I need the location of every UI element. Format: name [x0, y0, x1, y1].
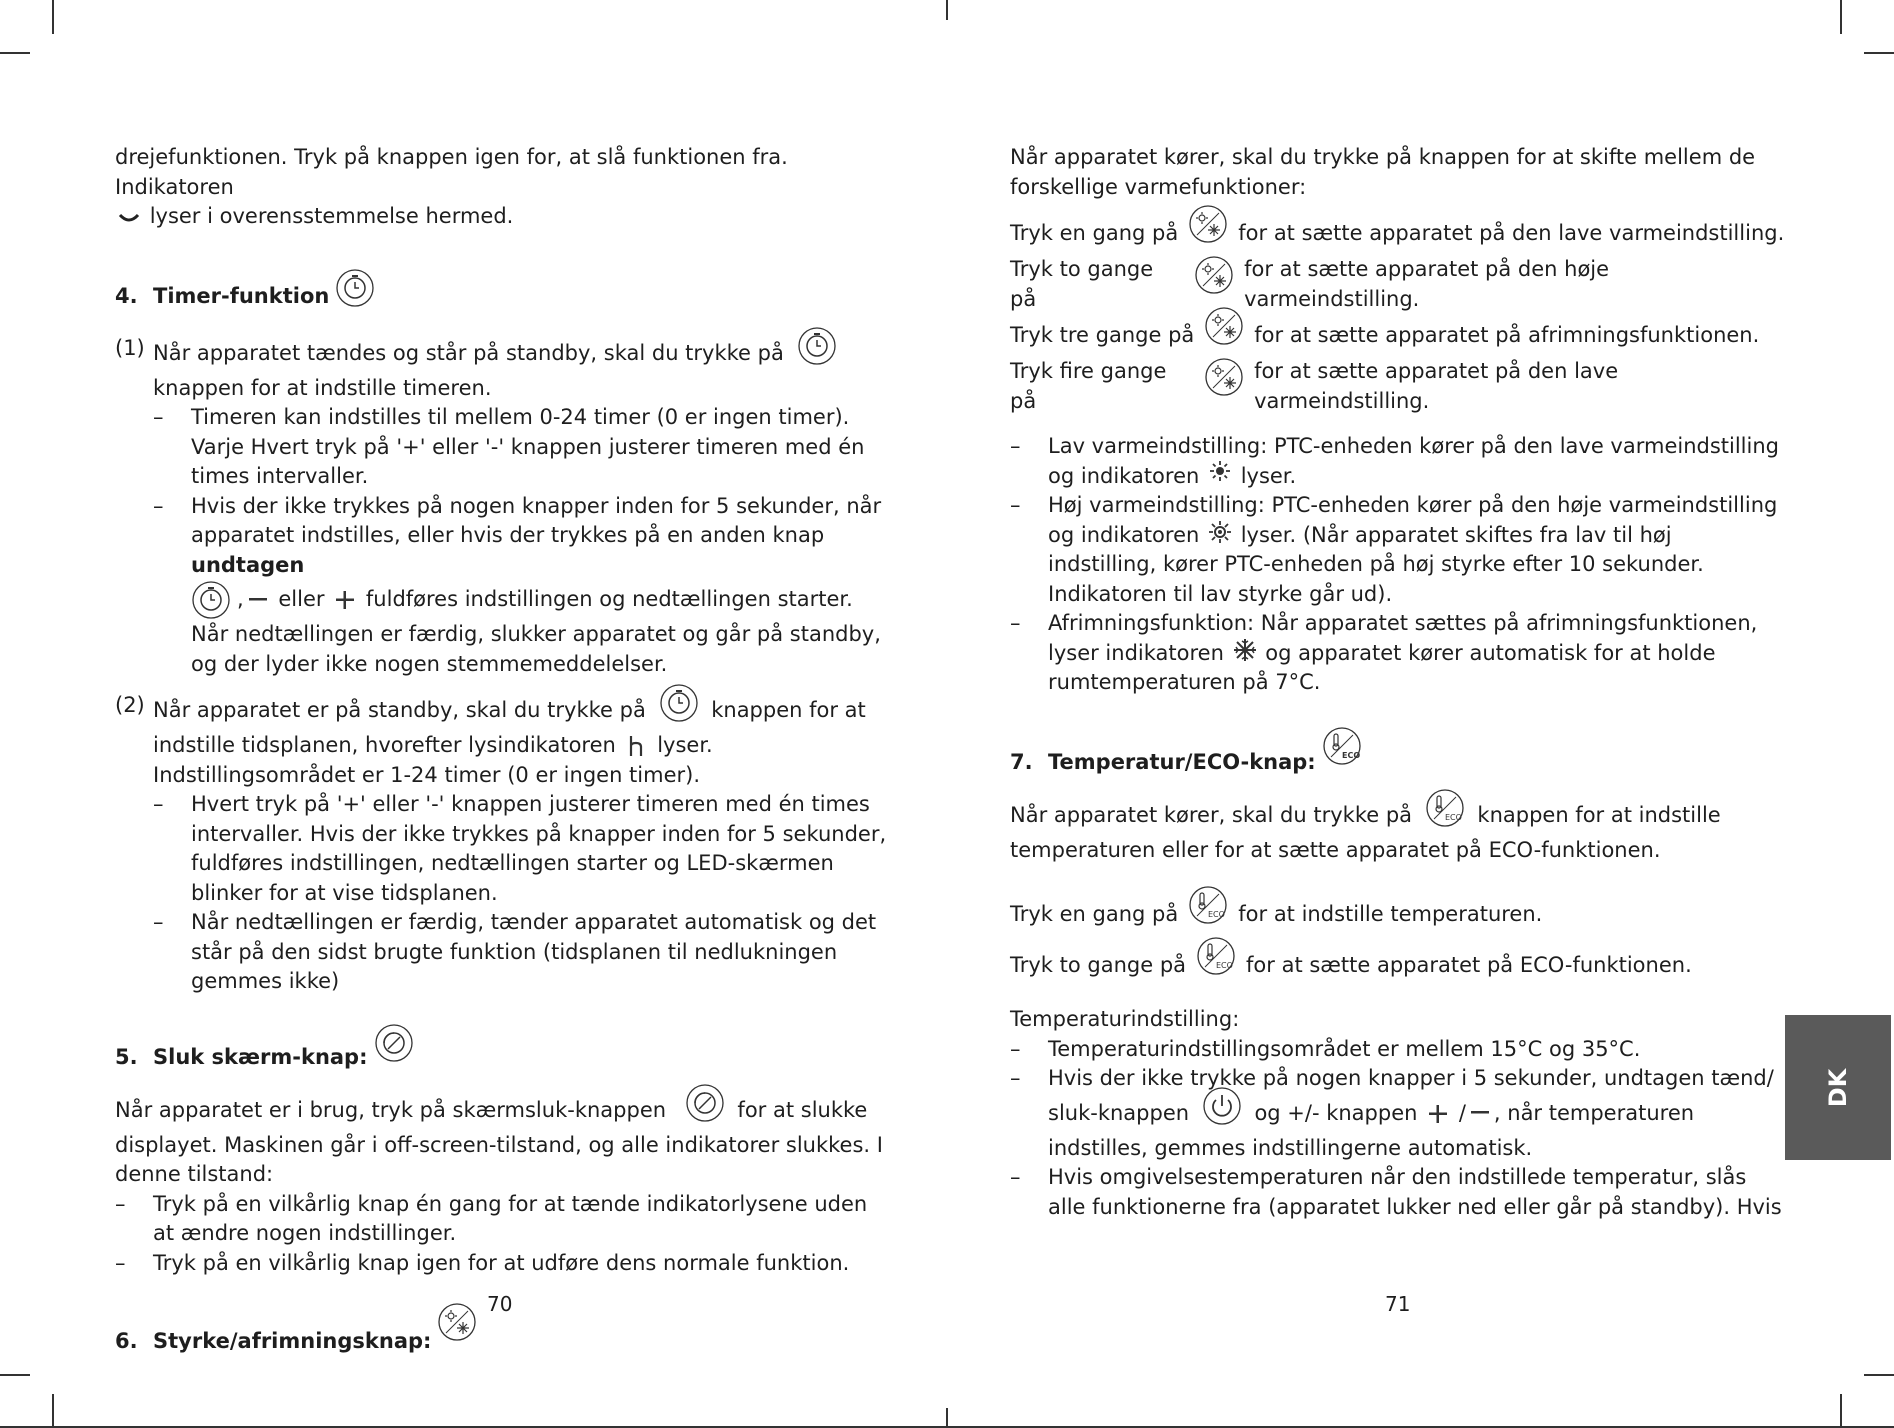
- screen-off-icon: [685, 1083, 725, 1123]
- crop-mark: [1864, 52, 1894, 54]
- eco-thermometer-icon: [1196, 936, 1236, 976]
- dash-item: – Hvis der ikke trykke på nogen knapper i 5 sekunder, undtagen tænd/ sluk-knappen og +/- knappen / , når temperaturen indstilles, gemmes indstillingerne automatisk.: [1010, 1064, 1785, 1163]
- section-5-text: Når apparatet er i brug, tryk på skærmsluk-knappen for at slukke displayet. Maskinen går i off-screen-tilstand, og alle indikatorer slukkes. I denne tilstand:: [115, 1091, 895, 1190]
- heat-steps: [1010, 208, 1785, 412]
- plus-icon: [1426, 1102, 1450, 1126]
- crop-mark: [52, 1394, 54, 1428]
- list-item: (2) Når apparatet er på standby, skal du trykke på knappen for at indstille tidsplanen, hvorefter lysindikatoren lyser. Indstillingsområdet er 1-24 timer (0 er ingen timer). – Hvert tryk på '+' eller '-' knappen justerer timeren med én times intervaller. Hvis der ikke trykkes på knapper inden for 5 sekunder, fuldføres indstillingen, nedtællingen starter og LED-skærmen blinker for at vise tidsplanen. – Når nedtællingen er færdig, tænder apparatet automatisk og det står på den sidst brugte funktion (tidsplanen til nedlukningen gemmes ikke): [115, 691, 895, 997]
- timer-icon: [659, 683, 699, 723]
- sun-icon: [1208, 459, 1232, 483]
- step-prefix: Tryk to gange på: [1010, 952, 1187, 977]
- minus-icon: [246, 588, 270, 612]
- svg-text:ECO: ECO: [1216, 960, 1233, 970]
- svg-text:ECO: ECO: [1444, 812, 1462, 822]
- dash-item: – Tryk på en vilkårlig knap igen for at udføre dens normale funktion.: [115, 1249, 895, 1279]
- plus-icon: [333, 588, 357, 612]
- timer-icon: [335, 268, 375, 308]
- svg-text:ECO: ECO: [1208, 909, 1226, 919]
- step-suffix: for at sætte apparatet på ECO-funktionen.: [1246, 952, 1692, 977]
- step-prefix: Tryk en gang på: [1010, 220, 1179, 245]
- crop-mark: [1840, 0, 1842, 34]
- crop-mark: [0, 1374, 30, 1376]
- step-prefix: Tryk to gange på: [1010, 257, 1154, 311]
- step-suffix: for at sætte apparatet på den høje varmeindstilling.: [1244, 257, 1610, 311]
- heat-frost-icon: [437, 1302, 477, 1342]
- section-7-heading: 7. Temperatur/ECO-knap: ECO: [1010, 738, 1785, 778]
- snowflake-icon: [1233, 638, 1257, 662]
- step-suffix: for at indstille temperaturen.: [1238, 901, 1543, 926]
- step-line: [1010, 259, 1785, 310]
- eco-thermometer-icon: [1322, 726, 1362, 766]
- dash-item: – Temperaturindstillingsområdet er mellem 15°C og 35°C.: [1010, 1035, 1785, 1065]
- crop-mark: [52, 0, 54, 34]
- dash-item: – Når nedtællingen er færdig, tænder apparatet automatisk og det står på den sidst brugte funktion (tidsplanen til nedlukningen gemmes ikke): [153, 908, 895, 997]
- intro-text: Når apparatet kører, skal du trykke på knappen for at skifte mellem de forskellige varmefunktioner:: [1010, 145, 1756, 199]
- step-suffix: for at sætte apparatet på den lave varmeindstilling.: [1238, 220, 1785, 245]
- heat-frost-icon: [1204, 357, 1244, 397]
- sun-filled-icon: [1208, 520, 1232, 544]
- dash-item: – Afrimningsfunktion: Når apparatet sættes på afrimningsfunktionen, lyser indikatoren og apparatet kører automatisk for at holde rumtemperaturen på 7°C.: [1010, 609, 1785, 698]
- intro-text: drejefunktionen. Tryk på knappen igen for, at slå funktionen fra. Indikatoren lyser i overensstemmelse hermed.: [115, 145, 788, 228]
- dash-item: – Høj varmeindstilling: PTC-enheden kører på den høje varmeindstilling og indikatoren lyser. (Når apparatet skiftes fra lav til høj indstilling, kører PTC-enheden på høj styrke efter 10 sekunder. Indikatoren til lav styrke går ud).: [1010, 491, 1785, 609]
- dash-item: – Hvert tryk på '+' eller '-' knappen justerer timeren med én times intervaller. Hvis der ikke trykkes på knapper inden for 5 sekunder, fuldføres indstillingen, nedtællingen starter og LED-skærmen blinker for at vise tidsplanen.: [153, 790, 895, 908]
- svg-text:ECO: ECO: [1341, 750, 1360, 760]
- heat-frost-icon: [1194, 255, 1234, 295]
- eco-thermometer-icon: [1425, 788, 1465, 828]
- step-line: [1010, 940, 1785, 991]
- step-line: [1010, 889, 1785, 940]
- dash-item: – Tryk på en vilkårlig knap én gang for at tænde indikatorlysene uden at ændre nogen indstillinger.: [115, 1190, 895, 1249]
- right-page: [1010, 143, 1785, 1222]
- crop-mark: [0, 52, 30, 54]
- crop-mark: [1864, 1374, 1894, 1376]
- eco-thermometer-icon: [1188, 885, 1228, 925]
- heat-frost-icon: [1204, 306, 1244, 346]
- minus-icon: [1468, 1102, 1492, 1126]
- left-page: [115, 143, 895, 1356]
- section-6-heading: 6. Styrke/afrimningsknap:: [115, 1316, 895, 1356]
- language-tab: DK: [1785, 1015, 1891, 1160]
- timer-icon: [797, 326, 837, 366]
- dash-item: – Lav varmeindstilling: PTC-enheden kører på den lave varmeindstilling og indikatoren lyser.: [1010, 432, 1785, 491]
- screen-off-icon: [374, 1023, 414, 1063]
- step-line: [1010, 361, 1785, 412]
- dash-item: – Hvis der ikke trykkes på nogen knapper inden for 5 sekunder, når apparatet indstilles, eller hvis der trykkes på en anden knap undtagen , eller fuldføres indstillingen og nedtællingen starter. Når nedtællingen er færdig, slukker apparatet og går på standby, og der lyder ikke nogen stemmemeddelelser.: [153, 492, 895, 680]
- page-number: 71: [1385, 1292, 1411, 1316]
- section-7-text: Når apparatet kører, skal du trykke på ECO knappen for at indstille temperaturen eller for at sætte apparatet på ECO-funktionen.: [1010, 796, 1785, 866]
- section-4-heading: 4. Timer-funktion: [115, 272, 895, 312]
- step-line: [1010, 208, 1785, 259]
- step-suffix: for at sætte apparatet på afrimningsfunktionen.: [1254, 322, 1760, 347]
- power-icon: [1202, 1086, 1242, 1126]
- step-prefix: Tryk en gang på: [1010, 901, 1179, 926]
- timer-icon: [191, 580, 231, 620]
- temp-heading: Temperaturindstilling:: [1010, 1007, 1240, 1031]
- dash-item: – Hvis omgivelsestemperaturen når den indstillede temperatur, slås alle funktionerne fra (apparatet lukker ned eller går på standby). Hvis: [1010, 1163, 1785, 1222]
- crop-mark: [1840, 1394, 1842, 1428]
- bottom-rule: [0, 1426, 1894, 1428]
- h-indicator-icon: [625, 734, 649, 758]
- crop-mark: [946, 1408, 948, 1428]
- dash-item: – Timeren kan indstilles til mellem 0-24 timer (0 er ingen timer). Varje Hvert tryk på '+' eller '-' knappen justerer timeren med én times intervaller.: [153, 403, 895, 492]
- eco-steps: [1010, 889, 1785, 991]
- step-prefix: Tryk fire gange på: [1010, 359, 1167, 413]
- fan-arrow-icon: [117, 205, 141, 229]
- list-item: (1) Når apparatet tændes og står på standby, skal du trykke på knappen for at indstille timeren. – Timeren kan indstilles til mellem 0-24 timer (0 er ingen timer). Varje Hvert tryk på '+' eller '-' knappen justerer timeren med én times intervaller. – Hvis der ikke trykkes på nogen knapper inden for 5 sekunder, når apparatet indstilles, eller hvis der trykkes på en anden knap undtagen , eller fuldføres indstillingen og nedtællingen starter. Når nedtællingen er færdig, slukker apparatet og går på standby, og der lyder ikke nogen stemmemeddelelser.: [115, 334, 895, 680]
- heat-frost-icon: [1188, 204, 1228, 244]
- step-line: [1010, 310, 1785, 361]
- section-5-heading: 5. Sluk skærm-knap:: [115, 1033, 895, 1073]
- step-prefix: Tryk tre gange på: [1010, 322, 1195, 347]
- crop-mark: [946, 0, 948, 20]
- step-suffix: for at sætte apparatet på den lave varmeindstilling.: [1254, 359, 1619, 413]
- page-number: 70: [487, 1292, 513, 1316]
